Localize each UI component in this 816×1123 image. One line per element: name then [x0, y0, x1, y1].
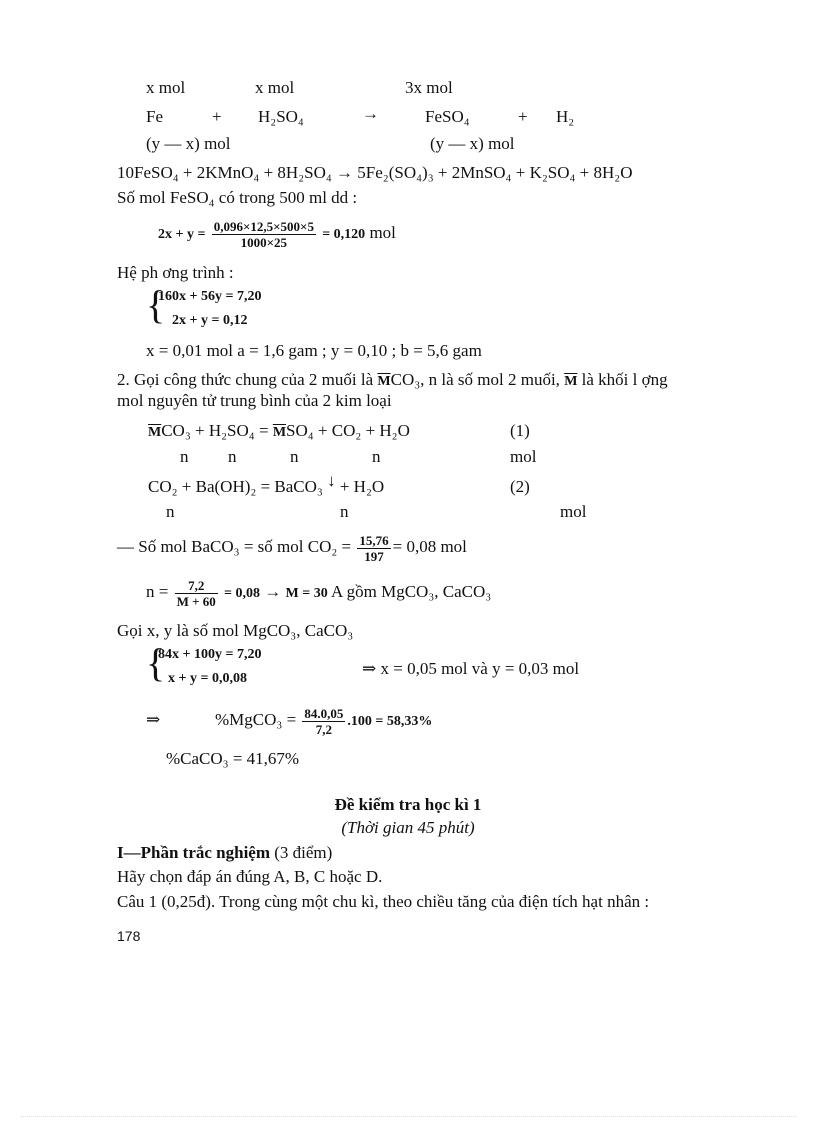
denominator: 7,2: [315, 721, 333, 737]
page-footer-divider: [20, 1116, 796, 1117]
equation-lhs: 2x + y =: [158, 227, 206, 242]
equation-rhs: = 0,120: [322, 227, 366, 242]
plus-sign: +: [212, 107, 222, 126]
section-heading: [117, 843, 332, 863]
mol-label: (y — x) mol: [146, 134, 231, 153]
page-number: 178: [117, 928, 141, 944]
species-feso4: FeSO₄: [425, 107, 470, 126]
baco3-line: [117, 530, 467, 564]
m-bar-symbol: $\overline{M}$: [377, 374, 391, 389]
mol-label: x mol: [146, 78, 186, 97]
text: 2. Gọi công thức chung của 2 muối là: [117, 370, 374, 389]
reaction-tail: + H₂O: [339, 477, 385, 496]
equation-system: [146, 282, 346, 333]
mol-label: 3x mol: [405, 78, 453, 97]
mol-n: n: [340, 502, 349, 521]
m-bar-symbol: $\overline{M}$: [272, 425, 287, 440]
mol-n: n: [180, 447, 189, 466]
paragraph-line: [117, 370, 668, 392]
numerator: 0,096×12,5×500×5: [213, 218, 314, 234]
system-line: 84x + 100y = 7,20: [158, 647, 262, 662]
numerator: 7,2: [175, 578, 218, 594]
text: %MgCO₃ =: [215, 710, 297, 729]
mol-n: n: [372, 447, 381, 466]
numerator: 84.0,05: [304, 705, 344, 721]
mol-label: x mol: [255, 78, 295, 97]
text: A gồm MgCO₃, CaCO₃: [331, 582, 492, 601]
text: I—Phần trắc nghiệm: [117, 843, 270, 862]
fraction: [175, 578, 218, 609]
species-h2so4: H₂SO₄: [258, 107, 304, 126]
mol-n: n: [228, 447, 237, 466]
mol-unit: mol: [510, 447, 537, 466]
reaction-2: [148, 471, 385, 497]
text-line: Hệ ph ơng trình :: [117, 263, 234, 282]
instruction-line: Hãy chọn đáp án đúng A, B, C hoặc D.: [117, 867, 383, 886]
species-h2: H₂: [556, 107, 575, 126]
reaction-number: (1): [510, 421, 530, 440]
equation-system: [146, 640, 346, 691]
system-line: 160x + 56y = 7,20: [158, 289, 262, 304]
equation-value: .100 = 58,33%: [347, 714, 433, 729]
text: — Số mol BaCO₃ = số mol CO₂ =: [117, 537, 352, 556]
text-line: Gọi x, y là số mol MgCO₃, CaCO₃: [117, 621, 354, 640]
result-line: x = 0,01 mol a = 1,6 gam ; y = 0,10 ; b = 5,6 gam: [146, 341, 482, 360]
denominator: 1000×25: [240, 234, 288, 250]
text-line: Số mol FeSO₄ có trong 500 ml dd :: [117, 188, 358, 207]
numerator: 15,76: [359, 532, 389, 548]
implies-icon: ⇒: [362, 659, 377, 678]
mol-unit: mol: [560, 502, 587, 521]
text: n =: [146, 582, 169, 601]
reaction-number: (2): [510, 477, 530, 496]
n-equation: [146, 575, 491, 611]
mol-n: n: [290, 447, 299, 466]
arrow-icon: →: [264, 582, 282, 601]
species-fe: Fe: [146, 107, 163, 126]
fraction: [302, 706, 345, 737]
equation-fraction: [158, 216, 396, 252]
exam-time: (Thời gian 45 phút): [341, 818, 475, 837]
paragraph-line: mol nguyên tử trung bình của 2 kim loại: [117, 391, 392, 410]
text: x = 0,05 mol và y = 0,03 mol: [380, 659, 580, 678]
pct-caco3: %CaCO₃ = 41,67%: [166, 749, 300, 768]
system-line: x + y = 0,0,08: [168, 671, 247, 686]
text: CO₃, n là số mol 2 muối,: [390, 370, 560, 389]
equation-value: = 0,08: [224, 586, 261, 601]
mol-label: (y — x) mol: [430, 134, 515, 153]
exam-title: Đề kiểm tra học kì 1: [334, 795, 482, 814]
text: là khối l ợng: [581, 370, 668, 389]
implies-icon: ⇒: [146, 710, 161, 729]
system-line: 2x + y = 0,12: [172, 313, 248, 328]
reaction-rhs: SO₄ + CO₂ + H₂O: [286, 421, 410, 440]
reaction-lhs: CO₃ + H₂SO₄ =: [161, 421, 269, 440]
plus-sign: +: [518, 107, 528, 126]
m-bar-symbol: $\overline{M}$: [564, 374, 578, 389]
denominator: M + 60: [176, 593, 216, 609]
fraction: [357, 533, 390, 564]
mol-n: n: [166, 502, 175, 521]
question-1: Câu 1 (0,25đ). Trong cùng một chu kì, theo chiều tăng của điện tích hạt nhân :: [117, 892, 650, 911]
reaction-1: [148, 421, 410, 443]
down-arrow-icon: ↓: [327, 471, 336, 490]
brace-icon: {: [146, 640, 166, 685]
m-bar-symbol: $\overline{M}$: [148, 425, 162, 440]
brace-icon: {: [146, 282, 166, 327]
fraction: [212, 219, 316, 250]
m-value: M = 30: [285, 586, 328, 601]
unit: mol: [369, 223, 396, 242]
system-result: [362, 659, 579, 679]
equation-kmno4: 10FeSO₄ + 2KMnO₄ + 8H₂SO₄ → 5Fe₂(SO₄)₃ + 2MnSO₄ + K₂SO₄ + 8H₂O: [117, 163, 633, 182]
arrow-icon: →: [362, 104, 379, 123]
text: = 0,08 mol: [392, 537, 467, 556]
pct-mgco3: [215, 700, 432, 742]
reaction-body: CO₂ + Ba(OH)₂ = BaCO₃: [148, 477, 323, 496]
denominator: 197: [364, 548, 384, 564]
text: (3 điểm): [274, 843, 333, 862]
